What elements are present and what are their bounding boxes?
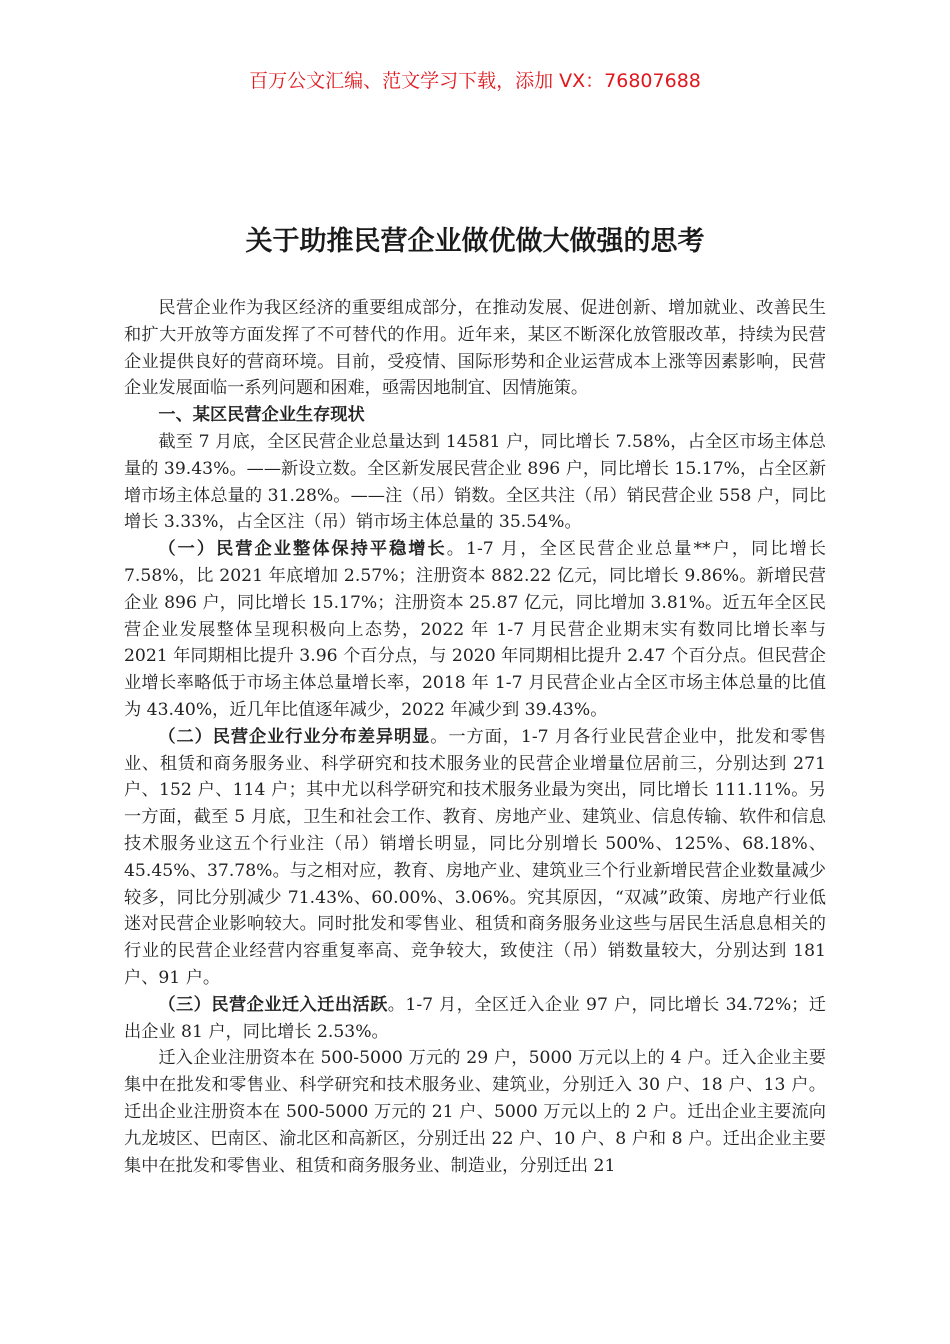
subheading: （三）民营企业迁入迁出活跃 — [158, 994, 388, 1015]
subheading: （一）民营企业整体保持平稳增长 — [158, 539, 447, 560]
paragraph: （二）民营企业行业分布差异明显。一方面，1-7 月各行业民营企业中，批发和零售业、租赁和商务服务业、科学研究和技术服务业的民营企业增量位居前三，分别达到 271 户、152 户、114 户；其中尤以科学研究和技术服务业最为突出，同比增长 111.11%。另一方面，截至 5 月底，卫生和社会工作、教育、房地产业、建筑业、信息传输、软件和信息技术服务业这五个行业注（吊）销增长明显，同比分别增长 500%、125%、68.18%、45.45%、37.78%。与之相对应，教育、房地产业、建筑业三个行业新增民营企业数量减少较多，同比分别减少 71.43%、60.00%、3.06%。究其原因，“双减”政策、房地产行业低迷对民营企业影响较大。同时批发和零售业、租赁和商务服务业这些与居民生活息息相关的行业的民营企业经营内容重复率高、竞争较大，致使注（吊）销数量较大，分别达到 181 户、91 户。 — [124, 726, 826, 988]
subheading: （二）民营企业行业分布差异明显 — [158, 726, 431, 747]
paragraph: 截至 7 月底，全区民营企业总量达到 14581 户，同比增长 7.58%，占全区市场主体总量的 39.43%。——新设立数。全区新发展民营企业 896 户，同比增长 15.17%，占全区新增市场主体总量的 31.28%。——注（吊）销数。全区共注（吊）销民营企业 558 户，同比增长 3.33%，占全区注（吊）销市场主体总量的 35.54%。 — [124, 431, 826, 533]
paragraph: 迁入企业注册资本在 500-5000 万元的 29 户，5000 万元以上的 4 户。迁入企业主要集中在批发和零售业、科学研究和技术服务业、建筑业，分别迁入 30 户、18 户、13 户。迁出企业注册资本在 500-5000 万元的 21 户、5000 万元以上的 2 户。迁出企业主要流向九龙坡区、巴南区、渝北区和高新区，分别迁出 22 户、10 户、8 户和 8 户。迁出企业主要集中在批发和零售业、租赁和商务服务业、制造业，分别迁出 21 — [124, 1048, 826, 1176]
intro-paragraph: 民营企业作为我区经济的重要组成部分，在推动发展、促进创新、增加就业、改善民生和扩大开放等方面发挥了不可替代的作用。近年来，某区不断深化放管服改革，持续为民营企业提供良好的营商环境。目前，受疫情、国际形势和企业运营成本上涨等因素影响，民营企业发展面临一系列问题和困难，亟需因地制宜、因情施策。 — [124, 298, 826, 399]
paragraph: （三）民营企业迁入迁出活跃。1-7 月，全区迁入企业 97 户，同比增长 34.72%；迁出企业 81 户，同比增长 2.53%。 — [124, 994, 826, 1042]
document-body — [124, 295, 826, 1179]
paragraph: （一）民营企业整体保持平稳增长。1-7 月，全区民营企业总量**户，同比增长 7.58%，比 2021 年底增加 2.57%；注册资本 882.22 亿元，同比增长 9.86%。新增民营企业 896 户，同比增长 15.17%；注册资本 25.87 亿元，同比增加 3.81%。近五年全区民营企业发展整体呈现积极向上态势，2022 年 1-7 月民营企业期末实有数同比增长率与 2021 年同期相比提升 3.96 个百分点，与 2020 年同期相比提升 2.47 个百分点。但民营企业增长率略低于市场主体总量增长率，2018 年 1-7 月民营企业占全区市场主体总量的比值为 43.40%，近几年比值逐年减少，2022 年减少到 39.43%。 — [124, 539, 826, 720]
document-title: 关于助推民营企业做优做大做强的思考 — [245, 226, 705, 257]
header-banner: 百万公文汇编、范文学习下载，添加 VX：76807688 — [249, 70, 701, 92]
section-heading: 一、某区民营企业生存现状 — [158, 405, 365, 426]
